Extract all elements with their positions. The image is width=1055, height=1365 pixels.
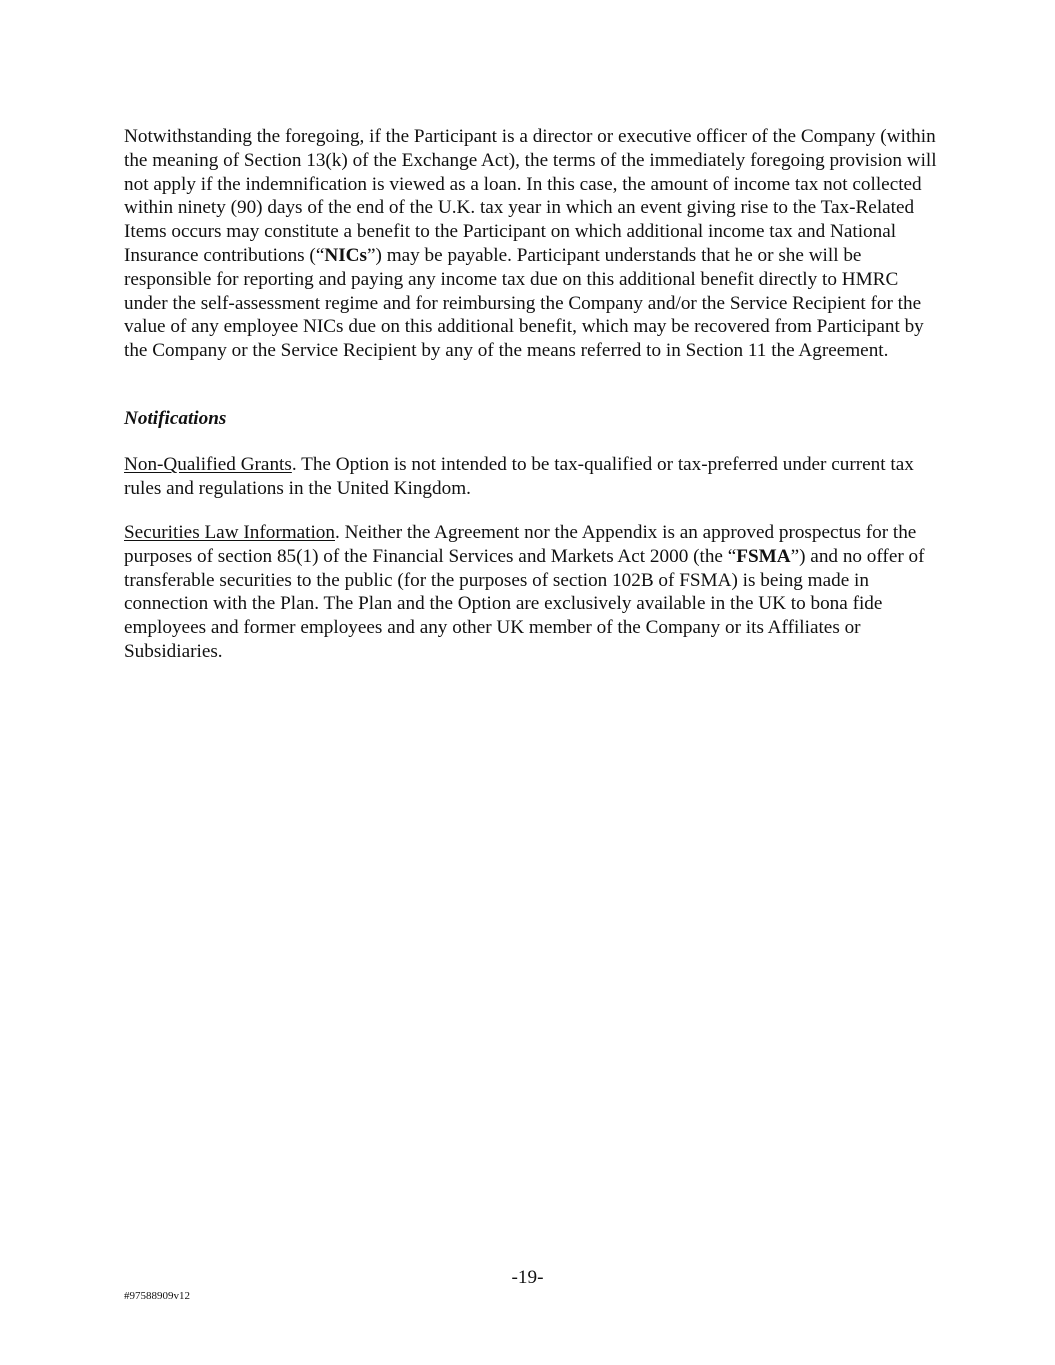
paragraph1-text-part2: ”) may be payable. Participant understands that he or she will be responsible for reporting and paying any income tax due on this additional benefit directly to HMRC under the self-assessment regime and for reimbursing the Company and/or the Service Recipient for the value of any employee NICs due on this additional benefit, which may be recovered from Participant by the Company or the Service Recipient by any of the means referred to in Section 11 the Agreement. (124, 244, 924, 362)
paragraph-securities-law (124, 521, 944, 664)
page-number: -19- (511, 1267, 544, 1288)
securities-law-text-part2: ”) and no offer of transferable securities to the public (for the purposes of section 102B of FSMA) is being made in connection with the Plan. The Plan and the Option are exclusively available in the UK to bona fide employees and former employees and any other UK member of the Company or its Affiliates or Subsidiaries. (124, 545, 925, 662)
securities-law-title: Securities Law Information (124, 522, 335, 543)
paragraph-non-qualified-grants (124, 453, 944, 501)
paragraph1-text-part1: Notwithstanding the foregoing, if the Participant is a director or executive officer of the Company (within the meaning of Section 13(k) of the Exchange Act), the terms of the immediately foregoing provision will not apply if the indemnification is viewed as a loan. In this case, the amount of income tax not collected within ninety (90) days of the end of the U.K. tax year in which an event giving rise to the Tax-Related Items occurs may constitute a benefit to the Participant on which additional income tax and National Insurance contributions (“ (124, 126, 937, 266)
fsma-defined-term: FSMA (736, 545, 791, 567)
document-id: #97588909v12 (124, 1290, 190, 1302)
non-qualified-grants-text: . The Option is not intended to be tax-qualified or tax-preferred under current tax rules and regulations in the United Kingdom. (124, 454, 914, 499)
securities-law-text-part1: . Neither the Agreement nor the Appendix is an approved prospectus for the purposes of section 85(1) of the Financial Services and Markets Act 2000 (the “ (124, 522, 917, 567)
non-qualified-grants-title: Non-Qualified Grants (124, 454, 292, 475)
nics-defined-term: NICs (324, 244, 367, 266)
paragraph-participant-tax (124, 125, 944, 363)
notifications-heading: Notifications (124, 408, 227, 429)
